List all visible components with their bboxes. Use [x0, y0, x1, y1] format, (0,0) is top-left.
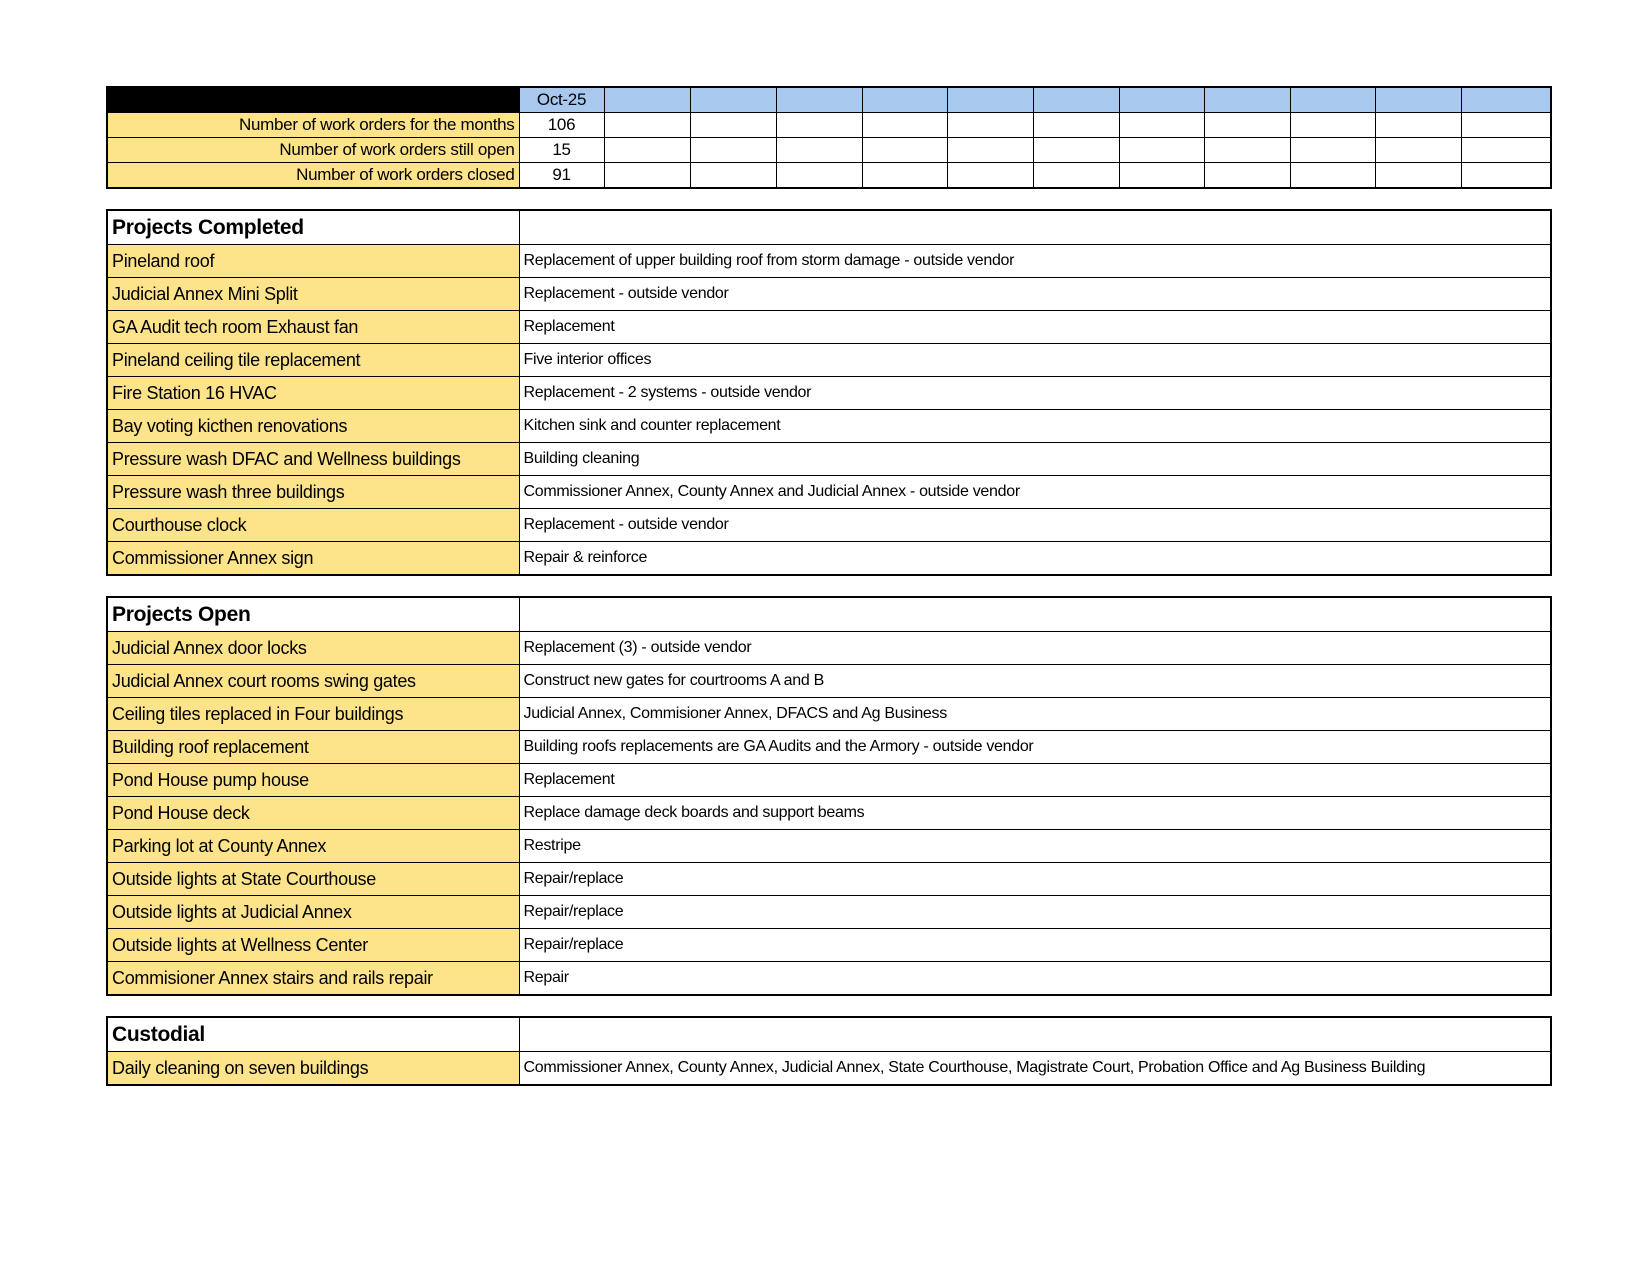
project-description: Judicial Annex, Commisioner Annex, DFACS and Ag Business	[519, 698, 1551, 731]
summary-empty-cell	[1119, 138, 1204, 163]
summary-empty-cell	[1204, 113, 1290, 138]
section-title-empty-cell	[519, 1017, 1551, 1052]
custodial-task-name: Daily cleaning on seven buildings	[107, 1052, 519, 1086]
table-row	[107, 665, 1551, 698]
project-name: Building roof replacement	[107, 731, 519, 764]
project-description: Commissioner Annex, County Annex and Judicial Annex - outside vendor	[519, 476, 1551, 509]
section-title-empty-cell	[519, 597, 1551, 632]
table-row	[107, 632, 1551, 665]
summary-empty-cell	[1461, 113, 1551, 138]
summary-empty-cell	[1375, 113, 1461, 138]
month-header-cell-empty	[1290, 87, 1375, 113]
table-row	[107, 542, 1551, 576]
summary-empty-cell	[862, 138, 947, 163]
project-name: Parking lot at County Annex	[107, 830, 519, 863]
summary-row	[107, 113, 1551, 138]
project-name: Courthouse clock	[107, 509, 519, 542]
summary-value: 91	[519, 163, 604, 189]
summary-empty-cell	[1204, 138, 1290, 163]
table-row	[107, 698, 1551, 731]
project-description: Replacement	[519, 311, 1551, 344]
summary-empty-cell	[947, 138, 1033, 163]
project-name: Commissioner Annex sign	[107, 542, 519, 576]
section-title-row	[107, 1017, 1551, 1052]
section-title-row	[107, 597, 1551, 632]
summary-empty-cell	[1119, 113, 1204, 138]
project-name: Outside lights at State Courthouse	[107, 863, 519, 896]
project-name: Pineland ceiling tile replacement	[107, 344, 519, 377]
summary-empty-cell	[1033, 113, 1119, 138]
project-description: Construct new gates for courtrooms A and B	[519, 665, 1551, 698]
summary-empty-cell	[1375, 163, 1461, 189]
table-row	[107, 764, 1551, 797]
header-corner-cell	[107, 87, 519, 113]
section-title: Projects Open	[107, 597, 519, 632]
summary-empty-cell	[776, 138, 862, 163]
summary-empty-cell	[1033, 138, 1119, 163]
summary-empty-cell	[690, 138, 776, 163]
project-description: Replacement of upper building roof from storm damage - outside vendor	[519, 245, 1551, 278]
project-name: Bay voting kicthen renovations	[107, 410, 519, 443]
project-description: Repair & reinforce	[519, 542, 1551, 576]
summary-empty-cell	[604, 163, 690, 189]
summary-empty-cell	[1204, 163, 1290, 189]
project-name: Pond House pump house	[107, 764, 519, 797]
table-row	[107, 1052, 1551, 1086]
project-name: Judicial Annex door locks	[107, 632, 519, 665]
table-row	[107, 344, 1551, 377]
table-row	[107, 509, 1551, 542]
month-header-cell-empty	[947, 87, 1033, 113]
summary-empty-cell	[1119, 163, 1204, 189]
section-title: Custodial	[107, 1017, 519, 1052]
section-title-empty-cell	[519, 210, 1551, 245]
month-header-cell-empty	[1119, 87, 1204, 113]
project-name: Judicial Annex Mini Split	[107, 278, 519, 311]
project-description: Building roofs replacements are GA Audits and the Armory - outside vendor	[519, 731, 1551, 764]
summary-empty-cell	[1290, 138, 1375, 163]
table-row	[107, 962, 1551, 996]
month-header-cell-empty	[1204, 87, 1290, 113]
project-description: Building cleaning	[519, 443, 1551, 476]
table-row	[107, 863, 1551, 896]
project-description: Repair/replace	[519, 929, 1551, 962]
summary-empty-cell	[1290, 163, 1375, 189]
project-name: Ceiling tiles replaced in Four buildings	[107, 698, 519, 731]
project-description: Replacement (3) - outside vendor	[519, 632, 1551, 665]
project-name: Commisioner Annex stairs and rails repair	[107, 962, 519, 996]
project-description: Replacement - 2 systems - outside vendor	[519, 377, 1551, 410]
summary-empty-cell	[947, 163, 1033, 189]
project-description: Repair/replace	[519, 863, 1551, 896]
table-row	[107, 278, 1551, 311]
summary-label: Number of work orders still open	[107, 138, 519, 163]
project-description: Kitchen sink and counter replacement	[519, 410, 1551, 443]
report-sheet	[106, 86, 1550, 1086]
summary-header-row	[107, 87, 1551, 113]
table-row	[107, 929, 1551, 962]
projects-open-table	[106, 596, 1552, 996]
month-header-cell-empty	[862, 87, 947, 113]
summary-value: 106	[519, 113, 604, 138]
summary-empty-cell	[776, 163, 862, 189]
project-name: Pineland roof	[107, 245, 519, 278]
projects-completed-table	[106, 209, 1552, 576]
summary-empty-cell	[690, 113, 776, 138]
table-row	[107, 377, 1551, 410]
project-description: Repair	[519, 962, 1551, 996]
project-description: Replacement - outside vendor	[519, 509, 1551, 542]
section-title: Projects Completed	[107, 210, 519, 245]
summary-label: Number of work orders for the months	[107, 113, 519, 138]
summary-empty-cell	[947, 113, 1033, 138]
table-row	[107, 410, 1551, 443]
custodial-task-description: Commissioner Annex, County Annex, Judicial Annex, State Courthouse, Magistrate Court, Probation Office and Ag Business Building	[519, 1052, 1551, 1086]
project-description: Repair/replace	[519, 896, 1551, 929]
summary-row	[107, 138, 1551, 163]
summary-empty-cell	[862, 113, 947, 138]
project-name: Outside lights at Judicial Annex	[107, 896, 519, 929]
month-header-cell-empty	[690, 87, 776, 113]
project-description: Replacement	[519, 764, 1551, 797]
table-row	[107, 830, 1551, 863]
summary-row	[107, 163, 1551, 189]
project-description: Replacement - outside vendor	[519, 278, 1551, 311]
summary-empty-cell	[1375, 138, 1461, 163]
table-row	[107, 731, 1551, 764]
summary-empty-cell	[690, 163, 776, 189]
table-row	[107, 896, 1551, 929]
project-name: Pond House deck	[107, 797, 519, 830]
project-description: Five interior offices	[519, 344, 1551, 377]
month-header-cell-empty	[1461, 87, 1551, 113]
summary-empty-cell	[1461, 163, 1551, 189]
project-name: Judicial Annex court rooms swing gates	[107, 665, 519, 698]
month-header-cell: Oct-25	[519, 87, 604, 113]
project-name: GA Audit tech room Exhaust fan	[107, 311, 519, 344]
summary-empty-cell	[1290, 113, 1375, 138]
project-name: Fire Station 16 HVAC	[107, 377, 519, 410]
table-row	[107, 476, 1551, 509]
project-description: Replace damage deck boards and support beams	[519, 797, 1551, 830]
project-name: Outside lights at Wellness Center	[107, 929, 519, 962]
project-name: Pressure wash three buildings	[107, 476, 519, 509]
table-row	[107, 311, 1551, 344]
table-row	[107, 245, 1551, 278]
month-header-cell-empty	[1375, 87, 1461, 113]
summary-label: Number of work orders closed	[107, 163, 519, 189]
custodial-table	[106, 1016, 1552, 1086]
summary-empty-cell	[776, 113, 862, 138]
table-row	[107, 797, 1551, 830]
table-row	[107, 443, 1551, 476]
project-description: Restripe	[519, 830, 1551, 863]
summary-empty-cell	[862, 163, 947, 189]
project-name: Pressure wash DFAC and Wellness buildings	[107, 443, 519, 476]
summary-empty-cell	[1461, 138, 1551, 163]
month-header-cell-empty	[604, 87, 690, 113]
month-header-cell-empty	[1033, 87, 1119, 113]
summary-empty-cell	[604, 138, 690, 163]
summary-empty-cell	[604, 113, 690, 138]
section-title-row	[107, 210, 1551, 245]
summary-empty-cell	[1033, 163, 1119, 189]
work-order-summary-table	[106, 86, 1552, 189]
summary-value: 15	[519, 138, 604, 163]
month-header-cell-empty	[776, 87, 862, 113]
